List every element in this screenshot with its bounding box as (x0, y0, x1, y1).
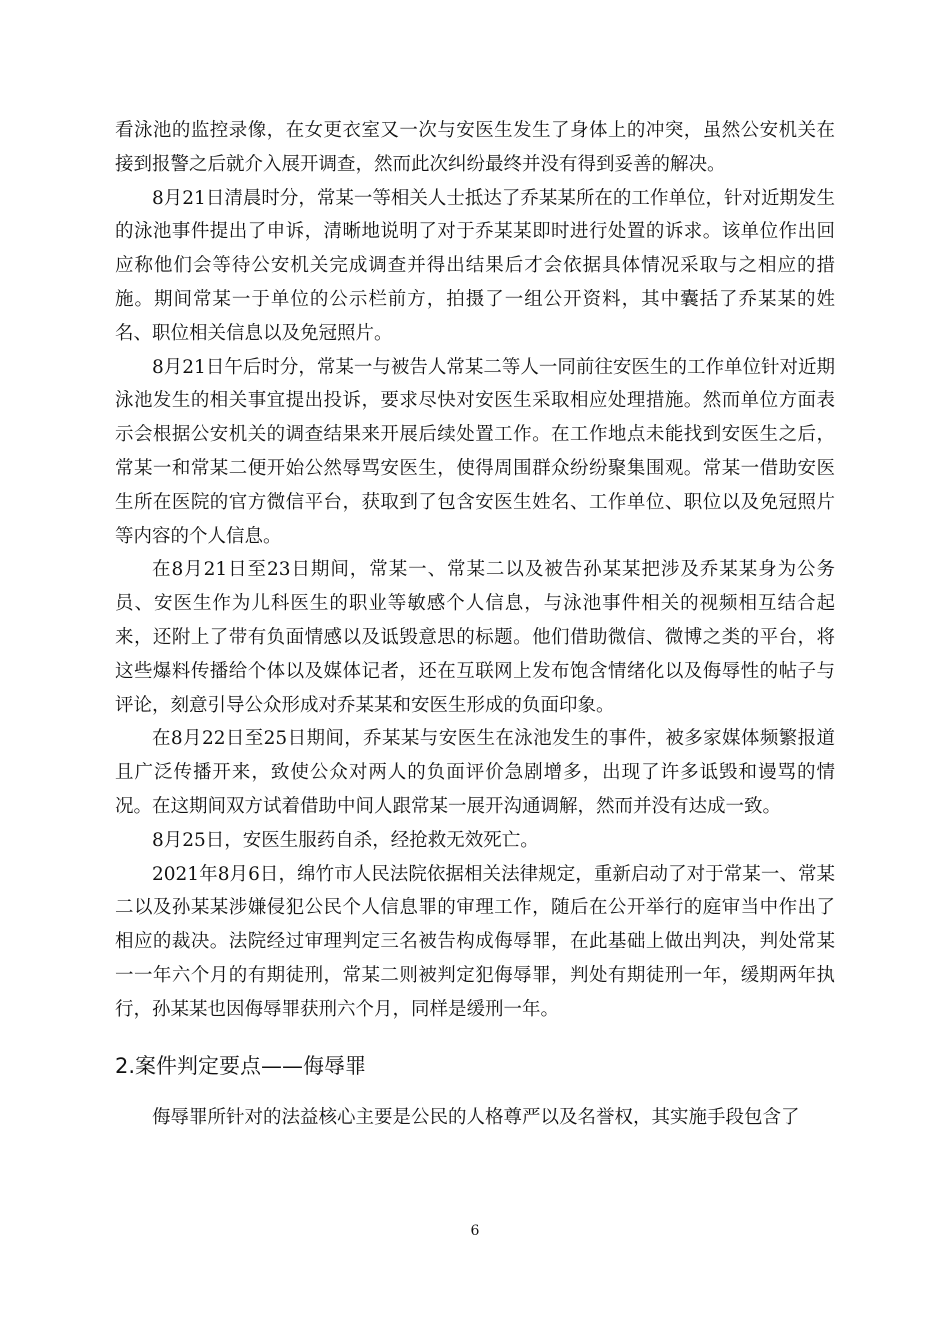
body-paragraph: 8月25日，安医生服药自杀，经抢救无效死亡。 (152, 829, 539, 851)
body-paragraph: 在8月22日至25日期间，乔某某与安医生在泳池发生的事件，被多家媒体频繁报道且广泛传播开来，致使公众对两人的负面评价急剧增多，出现了许多诋毁和谩骂的情况。在这期间双方试着借助中间人跟常某一展开沟通调解，然而并没有达成一致。 (115, 728, 835, 817)
body-paragraph: 8月21日午后时分，常某一与被告人常某二等人一同前往安医生的工作单位针对近期泳池发生的相关事宜提出投诉，要求尽快对安医生采取相应处理措施。然而单位方面表示会根据公安机关的调查结果来开展后续处置工作。在工作地点未能找到安医生之后，常某一和常某二便开始公然辱骂安医生，使得周围群众纷纷聚集围观。常某一借助安医生所在医院的官方微信平台，获取到了包含安医生姓名、工作单位、职位以及免冠照片等内容的个人信息。 (115, 356, 835, 547)
body-paragraph: 侮辱罪所针对的法益核心主要是公民的人格尊严以及名誉权，其实施手段包含了 (152, 1106, 800, 1128)
paragraphs-before-heading (115, 114, 835, 1027)
section-heading: 2.案件判定要点——侮辱罪 (115, 1053, 367, 1078)
body-paragraph: 8月21日清晨时分，常某一等相关人士抵达了乔某某所在的工作单位，针对近期发生的泳池事件提出了申诉，清晰地说明了对于乔某某即时进行处置的诉求。该单位作出回应称他们会等待公安机关完成调查并得出结果后才会依据具体情况采取与之相应的措施。期间常某一于单位的公示栏前方，拍摄了一组公开资料，其中囊括了乔某某的姓名、职位相关信息以及免冠照片。 (115, 187, 835, 344)
paragraphs-after-heading (115, 1101, 835, 1135)
document-body (115, 114, 835, 1134)
page-number: 6 (470, 1223, 480, 1239)
body-paragraph: 2021年8月6日，绵竹市人民法院依据相关法律规定，重新启动了对于常某一、常某二以及孙某某涉嫌侵犯公民个人信息罪的审理工作，随后在公开举行的庭审当中作出了相应的裁决。法院经过审理判定三名被告构成侮辱罪，在此基础上做出判决，判处常某一一年六个月的有期徒刑，常某二则被判定犯侮辱罪，判处有期徒刑一年，缓期两年执行，孙某某也因侮辱罪获刑六个月，同样是缓刑一年。 (115, 863, 835, 1020)
body-paragraph: 看泳池的监控录像，在女更衣室又一次与安医生发生了身体上的冲突，虽然公安机关在接到报警之后就介入展开调查，然而此次纠纷最终并没有得到妥善的解决。 (115, 120, 835, 175)
body-paragraph: 在8月21日至23日期间，常某一、常某二以及被告孙某某把涉及乔某某身为公务员、安医生作为儿科医生的职业等敏感个人信息，与泳池事件相关的视频相互结合起来，还附上了带有负面情感以及诋毁意思的标题。他们借助微信、微博之类的平台，将这些爆料传播给个体以及媒体记者，还在互联网上发布饱含情绪化以及侮辱性的帖子与评论，刻意引导公众形成对乔某某和安医生形成的负面印象。 (115, 559, 835, 716)
